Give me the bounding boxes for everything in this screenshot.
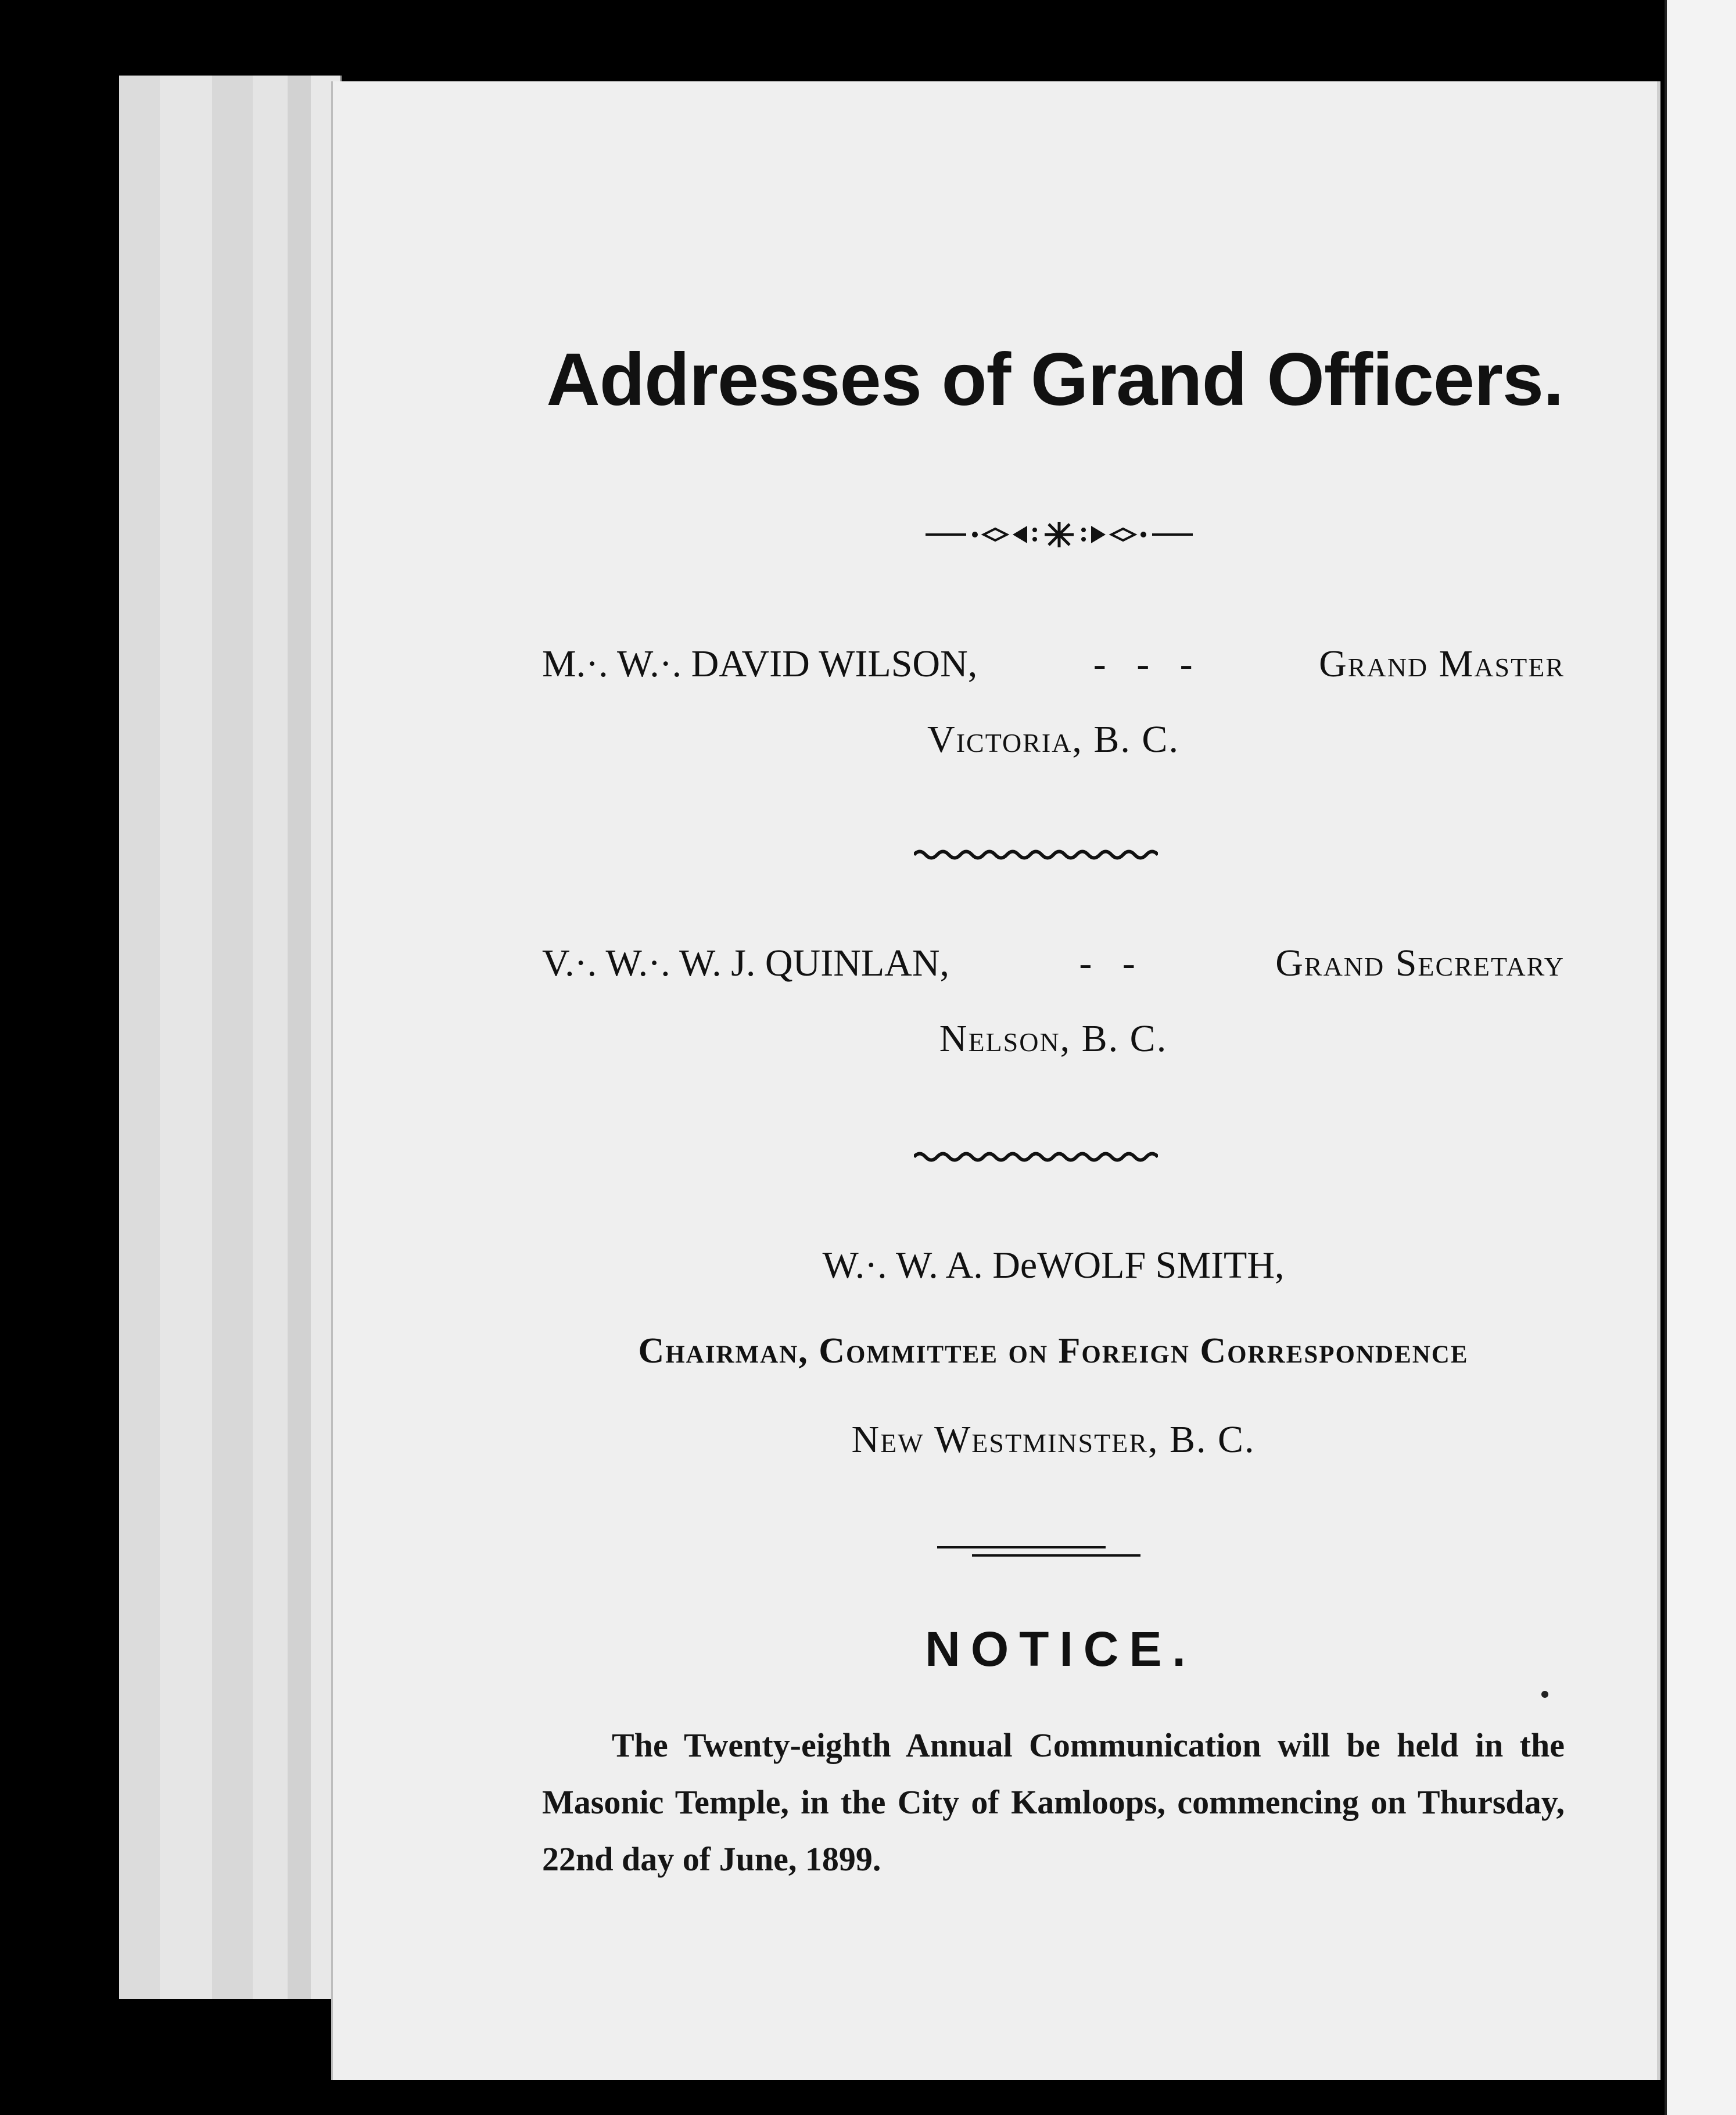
officer-location: Nelson, B. C. xyxy=(939,1017,1168,1060)
document-page xyxy=(331,81,1660,2080)
ornament-divider xyxy=(920,517,1199,552)
adjacent-page-strip xyxy=(1665,0,1736,2115)
double-rule xyxy=(937,1543,1140,1560)
officer-name: V.·. W.·. W. J. QUINLAN, xyxy=(542,942,949,984)
officer-row-grand-master xyxy=(542,642,1565,686)
wavy-divider xyxy=(914,1150,1158,1163)
page-stack-edges xyxy=(119,76,340,1999)
chairman-name: W.·. W. A. DeWOLF SMITH, xyxy=(822,1244,1285,1286)
officer-dashes: - - - xyxy=(1093,643,1203,685)
officer-office: Grand Secretary xyxy=(1275,942,1565,984)
chairman-location: New Westminster, B. C. xyxy=(851,1418,1256,1461)
officer-name: M.·. W.·. DAVID WILSON, xyxy=(542,643,978,685)
notice-text: The Twenty-eighth Annual Communication will be held in the Masonic Temple, in the City of Kamloops, commencing on Thursday, 22nd day of June, 1899. xyxy=(542,1726,1565,1878)
page-title: Addresses of Grand Officers. xyxy=(546,338,1563,421)
speck xyxy=(1541,1691,1548,1698)
officer-location: Victoria, B. C. xyxy=(927,718,1179,761)
notice-heading: NOTICE. xyxy=(925,1622,1196,1676)
officer-office: Grand Master xyxy=(1319,643,1565,685)
officer-dashes: - - xyxy=(1079,942,1146,984)
chairman-role: Chairman, Committee on Foreign Correspondence xyxy=(638,1331,1469,1371)
officer-row-grand-secretary xyxy=(542,941,1565,985)
wavy-divider xyxy=(914,848,1158,861)
